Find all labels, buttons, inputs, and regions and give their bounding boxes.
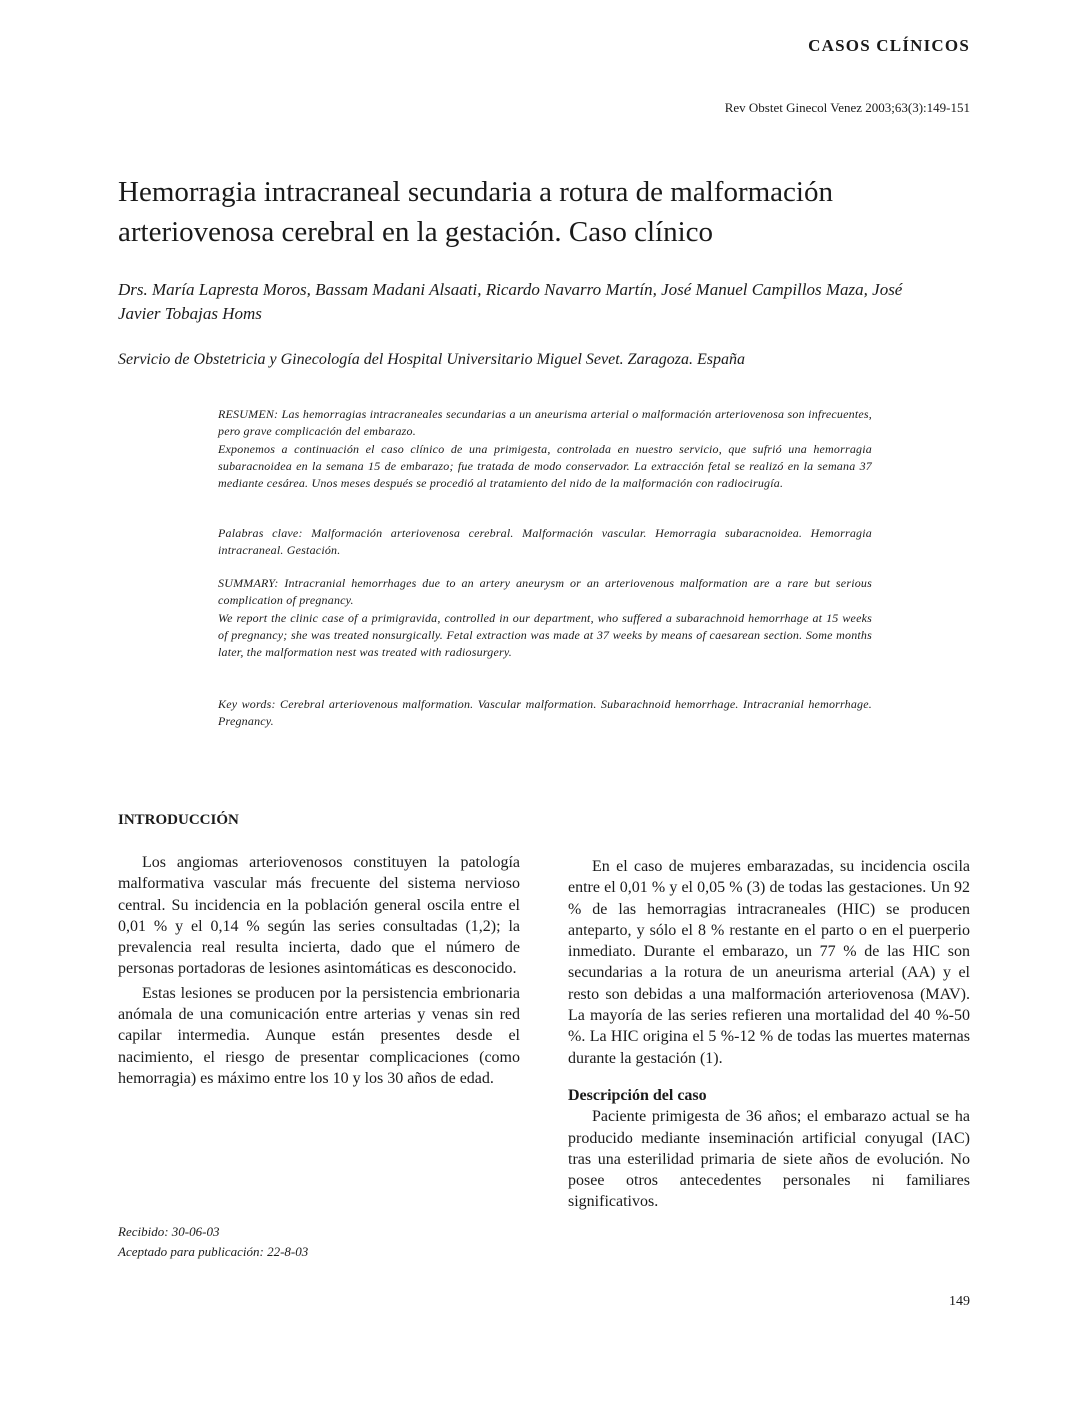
- body-paragraph: Estas lesiones se producen por la persistencia embrionaria anómala de una comunicación entre arterias y venas sin red capilar intermedia. Aunque están presentes desde el nacimiento, el riesgo de presentar complicaciones (como hemorragia) es máximo entre los 10 y los 30 años de edad.: [118, 984, 520, 1087]
- body-paragraph: Paciente primigesta de 36 años; el embarazo actual se ha producido mediante inseminación artificial conyugal (IAC) tras una esterilidad primaria de siete años de evolución. No posee otros antecedentes personales ni familiares significativos.: [568, 1108, 970, 1211]
- article-authors: Drs. María Lapresta Moros, Bassam Madani Alsaati, Ricardo Navarro Martín, José Manuel Campillos Maza, José Javier Tobajas Homs: [118, 280, 903, 323]
- abstract-resumen: [218, 406, 872, 492]
- palabras-clave: Palabras clave: Malformación arteriovenosa cerebral. Malformación vascular. Hemorragia subaracnoidea. Hemorragia intracraneal. Gestación.: [218, 526, 872, 558]
- summary-paragraph-1: SUMMARY: Intracranial hemorrhages due to an artery aneurysm or an arteriovenous malformation are a rare but serious complication of pregnancy.: [218, 576, 872, 608]
- page-number: 149: [949, 1294, 970, 1309]
- section-heading-descripcion: Descripción del caso: [568, 1086, 707, 1104]
- accepted-date: Aceptado para publicación: 22-8-03: [118, 1244, 309, 1259]
- section-label: CASOS CLÍNICOS: [808, 36, 970, 55]
- author-affiliation: Servicio de Obstetricia y Ginecología del Hospital Universitario Miguel Sevet. Zaragoza. España: [118, 351, 746, 368]
- received-date: Recibido: 30-06-03: [118, 1224, 220, 1239]
- resumen-paragraph-2: Exponemos a continuación el caso clínico de una primigesta, controlada en nuestro servicio, que sufrió una hemorragia subaracnoidea en la semana 15 de embarazo; fue tratada de modo conservador. La extracción fetal se realizó en la semana 37 mediante cesárea. Unos meses después se procedió al tratamiento del nido de la malformación con radiocirugía.: [218, 441, 872, 491]
- body-paragraph: En el caso de mujeres embarazadas, su incidencia oscila entre el 0,01 % y el 0,05 % (3) de todas las gestaciones. Un 92 % de las hemorragias intracraneales (HIC) se producen anteparto, y sólo el 8 % restante en el parto o en el puerperio inmediato. Durante el embarazo, un 77 % de las HIC son secundarias a la rotura de un aneurisma arterial (AA) y el resto son debidas a una malformación arteriovenosa (MAV). La mayoría de las series refieren una mortalidad del 40 %-50 %. La HIC origina el 5 %-12 % de todas las muertes maternas durante la gestación (1).: [568, 858, 970, 1067]
- article-title: Hemorragia intracraneal secundaria a rotura de malformación arteriovenosa cerebral en la gestación. Caso clínico: [118, 176, 833, 248]
- body-paragraph: Los angiomas arteriovenosos constituyen la patología malformativa vascular más frecuente del sistema nervioso central. Su incidencia en la población general oscila entre el 0,01 % y el 0,14 % según las series consultadas (1,2); la prevalencia real resulta incierta, dado que el número de personas portadoras de lesiones asintomáticas es desconocido.: [118, 854, 520, 978]
- summary-paragraph-2: We report the clinic case of a primigravida, controlled in our department, who suffered a subarachnoid hemorrhage at 15 weeks of pregnancy; she was treated nonsurgically. Fetal extraction was made at 37 weeks by means of caesarean section. Some months later, the malformation nest was treated with radiosurgery.: [218, 610, 872, 660]
- section-heading-introduccion: INTRODUCCIÓN: [118, 812, 239, 828]
- body-column-right: [568, 856, 970, 1213]
- key-words: Key words: Cerebral arteriovenous malformation. Vascular malformation. Subarachnoid hemorrhage. Intracranial hemorrhage. Pregnancy.: [218, 697, 872, 729]
- journal-citation: Rev Obstet Ginecol Venez 2003;63(3):149-151: [724, 100, 970, 115]
- resumen-paragraph-1: RESUMEN: Las hemorragias intracraneales secundarias a un aneurisma arterial o malformación arteriovenosa son infrecuentes, pero grave complicación del embarazo.: [218, 407, 872, 439]
- abstract-summary: [218, 575, 872, 661]
- body-column-left: [118, 852, 520, 1089]
- received-accepted-dates: [118, 1222, 308, 1262]
